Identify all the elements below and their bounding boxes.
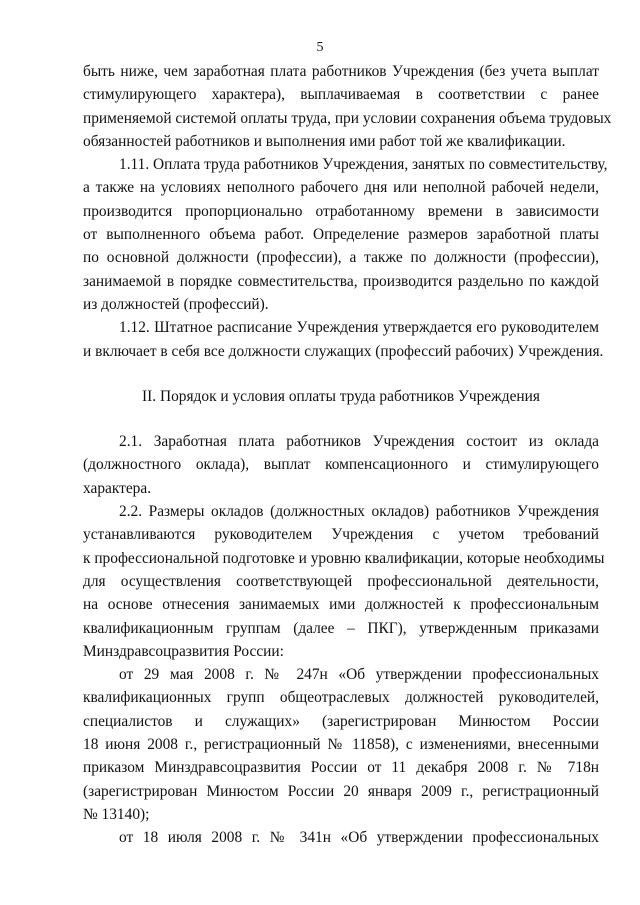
- text-line: а также на условиях неполного рабочего дня или неполной рабочей недели,: [83, 179, 599, 197]
- text-line: специалистов и служащих» (зарегистрирован Минюстом России: [83, 712, 599, 730]
- text-line: квалификационным группам (далее – ПКГ), утвержденным приказами: [83, 619, 599, 637]
- text-line: 2.2. Размеры окладов (должностных окладов) работников Учреждения: [119, 503, 599, 521]
- text-line: № 13140);: [83, 805, 150, 823]
- paragraph-1-12: [83, 316, 604, 363]
- text-line: от 18 июля 2008 г. № 341н «Об утверждении профессиональных: [119, 829, 599, 847]
- text-line: приказом Минздравсоцразвития России от 11 декабря 2008 г. № 718н: [83, 759, 599, 777]
- text-line: и включает в себя все должности служащих (профессий рабочих) Учреждения.: [83, 342, 604, 360]
- page-number: 5: [316, 40, 324, 55]
- text-line: занимаемой в порядке совместительства, производится раздельно по каждой: [83, 272, 599, 290]
- text-line: быть ниже, чем заработная плата работников Учреждения (без учета выплат: [83, 63, 599, 80]
- paragraph-1-11: [83, 153, 608, 316]
- text-line: стимулирующего характера), выплачиваемая в соответствии с ранее: [83, 86, 599, 104]
- paragraph-2-2: [83, 500, 605, 663]
- text-line: обязанностей работников и выполнения ими работ той же квалификации.: [83, 132, 566, 150]
- paragraph-order-247n: [83, 663, 599, 826]
- text-line: по основной должности (профессии), а также по должности (профессии),: [83, 249, 599, 267]
- text-line: Минздравсоцразвития России:: [83, 642, 284, 660]
- section-spacer: [83, 363, 599, 385]
- text-line: к профессиональной подготовке и уровню квалификации, которые необходимы: [83, 549, 605, 567]
- text-line: 2.1. Заработная плата работников Учреждения состоит из оклада: [119, 433, 599, 451]
- paragraph-2-1: [83, 430, 599, 500]
- text-line: (зарегистрирован Минюстом России 20 января 2009 г., регистрационный: [83, 782, 599, 800]
- text-line: (должностного оклада), выплат компенсационного и стимулирующего: [83, 456, 599, 474]
- document-body: [83, 60, 612, 850]
- text-line: характера.: [83, 479, 152, 497]
- paragraph-continuation: [83, 60, 612, 153]
- text-line: от выполненного объема работ. Определение размеров заработной платы: [83, 226, 599, 244]
- text-line: от 29 мая 2008 г. № 247н «Об утверждении профессиональных: [119, 666, 599, 684]
- text-line: на основе отнесения занимаемых ими должностей к профессиональным: [83, 596, 599, 614]
- text-line: для осуществления соответствующей профессиональной деятельности,: [83, 572, 599, 590]
- section-spacer: [83, 408, 599, 430]
- text-line: 18 июня 2008 г., регистрационный № 11858), с изменениями, внесенными: [83, 736, 599, 754]
- text-line: производится пропорционально отработанному времени в зависимости: [83, 202, 599, 220]
- section-heading: II. Порядок и условия оплаты труда работников Учреждения: [142, 387, 540, 405]
- text-line: 1.11. Оплата труда работников Учреждения, занятых по совместительству,: [119, 156, 608, 174]
- text-line: применяемой системой оплаты труда, при условии сохранения объема трудовых: [83, 109, 612, 127]
- text-line: квалификационных групп общеотраслевых должностей руководителей,: [83, 689, 599, 707]
- text-line: устанавливаются руководителем Учреждения с учетом требований: [83, 526, 599, 544]
- paragraph-order-341n: [83, 826, 599, 849]
- text-line: 1.12. Штатное расписание Учреждения утверждается его руководителем: [119, 319, 599, 337]
- text-line: из должностей (профессий).: [83, 295, 269, 313]
